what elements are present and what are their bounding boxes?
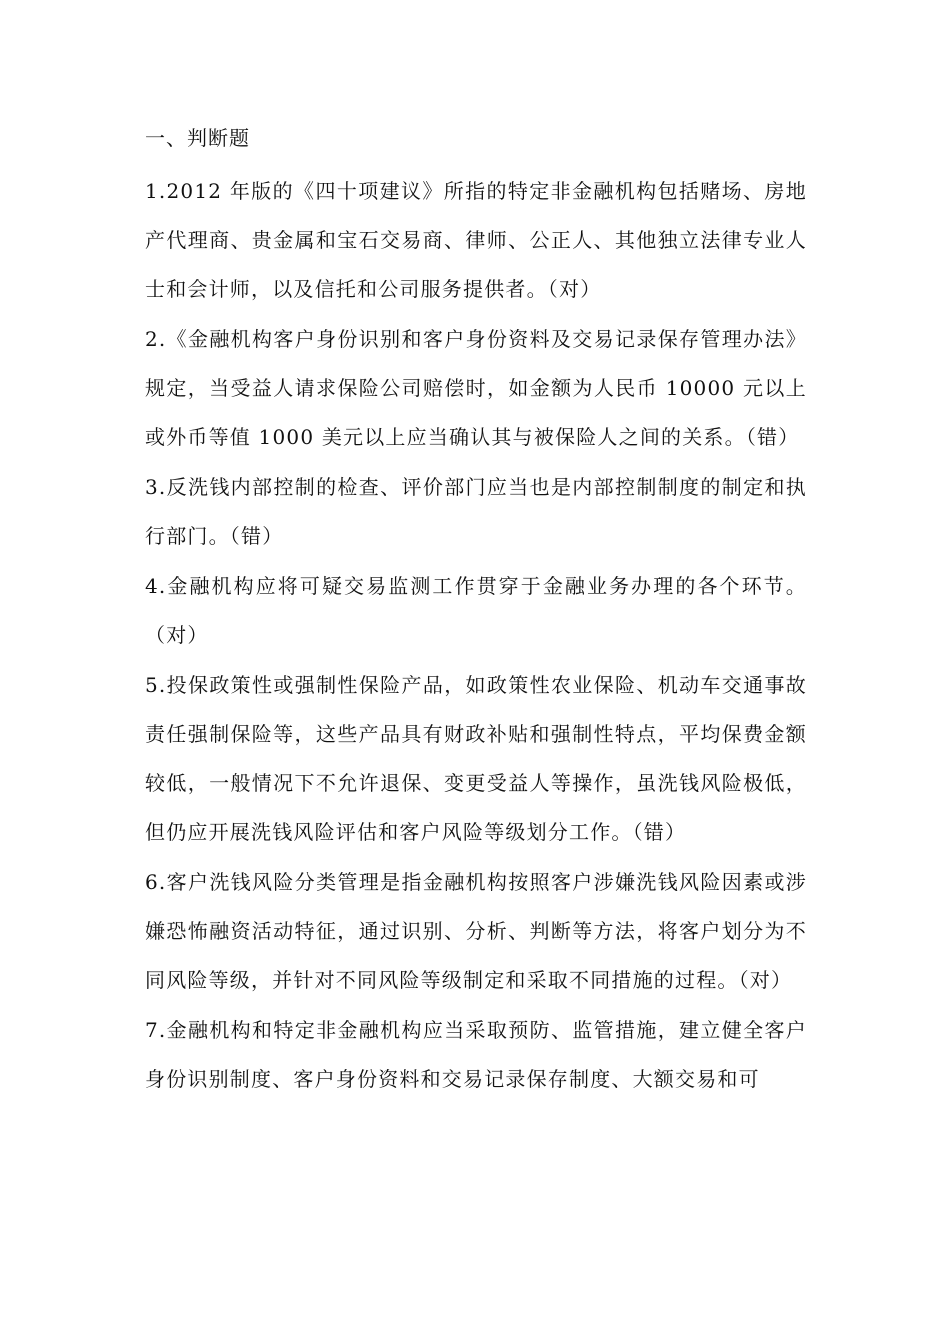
document-body	[145, 118, 807, 1105]
question-4: 4.金融机构应将可疑交易监测工作贯穿于金融业务办理的各个环节。（对）	[145, 574, 807, 647]
question-2: 2.《金融机构客户身份识别和客户身份资料及交易记录保存管理办法》规定，当受益人请求保险公司赔偿时，如金额为人民币 10000 元以上或外币等值 1000 美元以上应当确认其与被保险人之间的关系。（错）	[145, 327, 807, 449]
section-heading: 一、判断题	[145, 126, 250, 150]
question-3: 3.反洗钱内部控制的检查、评价部门应当也是内部控制制度的制定和执行部门。（错）	[145, 475, 807, 548]
question-1: 1.2012 年版的《四十项建议》所指的特定非金融机构包括赌场、房地产代理商、贵金属和宝石交易商、律师、公正人、其他独立法律专业人士和会计师，以及信托和公司服务提供者。（对）	[145, 179, 807, 301]
question-6: 6.客户洗钱风险分类管理是指金融机构按照客户涉嫌洗钱风险因素或涉嫌恐怖融资活动特征，通过识别、分析、判断等方法，将客户划分为不同风险等级，并针对不同风险等级制定和采取不同措施的过程。（对）	[145, 870, 807, 992]
question-7: 7.金融机构和特定非金融机构应当采取预防、监管措施，建立健全客户身份识别制度、客户身份资料和交易记录保存制度、大额交易和可	[145, 1018, 807, 1091]
question-5: 5.投保政策性或强制性保险产品，如政策性农业保险、机动车交通事故责任强制保险等，这些产品具有财政补贴和强制性特点，平均保费金额较低，一般情况下不允许退保、变更受益人等操作，虽洗钱风险极低，但仍应开展洗钱风险评估和客户风险等级划分工作。（错）	[145, 673, 807, 844]
